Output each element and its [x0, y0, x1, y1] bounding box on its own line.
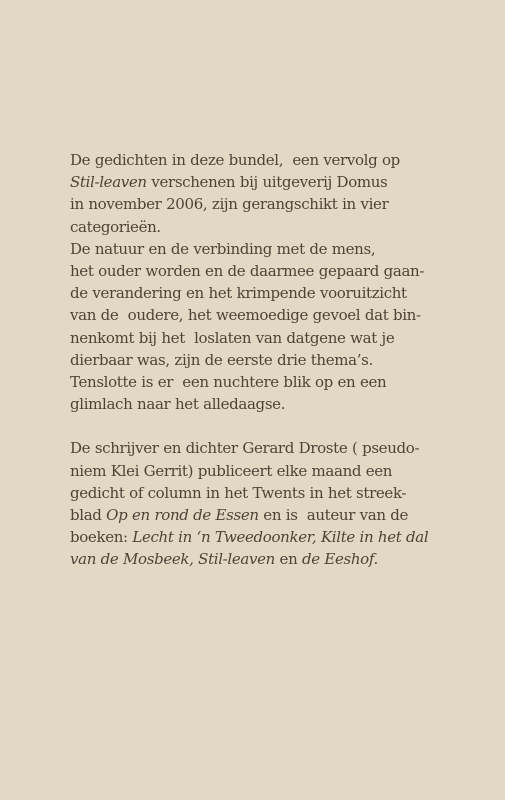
text-line: Stil-leaven verschenen bij uitgeverij Domus — [70, 173, 388, 192]
text-line: De natuur en de verbinding met de mens, — [70, 239, 376, 258]
book-title-italic: de Eeshof. — [302, 550, 378, 569]
paragraph-gap — [70, 415, 450, 437]
text-line: gedicht of column in het Twents in het streek- — [70, 483, 407, 502]
text-line: de verandering en het krimpende vooruitzicht — [70, 284, 407, 303]
book-title-italic: Stil-leaven — [70, 173, 147, 192]
text-line: van de Mosbeek, Stil-leaven en de Eeshof. — [70, 550, 378, 569]
author-paragraph — [70, 437, 450, 570]
text-line: het ouder worden en de daarmee gepaard gaan- — [70, 261, 425, 280]
book-titles-italic: Lecht in ‘n Tweedoonker, Kilte in het dal — [132, 528, 429, 547]
text-line: De gedichten in deze bundel, een vervolg op — [70, 151, 400, 169]
newspaper-title-italic: Op en rond de Essen — [106, 506, 259, 524]
text-line: categorieën. — [70, 217, 161, 236]
text-line: boeken: Lecht in ‘n Tweedoonker, Kilte in het dal — [70, 528, 429, 547]
text-line: van de oudere, het weemoedige gevoel dat bin- — [70, 306, 421, 325]
text-line: De schrijver en dichter Gerard Droste ( pseudo- — [70, 439, 420, 458]
text-line: dierbaar was, zijn de eerste drie thema’s. — [70, 350, 373, 369]
intro-paragraph — [70, 149, 450, 415]
text-line: nenkomt bij het loslaten van datgene wat je — [70, 328, 395, 347]
text-line: blad Op en rond de Essen en is auteur van de — [70, 506, 409, 524]
text-line: Tenslotte is er een nuchtere blik op en een — [70, 372, 387, 391]
back-cover-text — [70, 149, 450, 571]
text-line: in november 2006, zijn gerangschikt in vier — [70, 195, 389, 214]
text-line: niem Klei Gerrit) publiceert elke maand een — [70, 461, 393, 480]
text-line: glimlach naar het alledaagse. — [70, 395, 286, 414]
book-titles-italic: van de Mosbeek, Stil-leaven — [70, 550, 275, 569]
